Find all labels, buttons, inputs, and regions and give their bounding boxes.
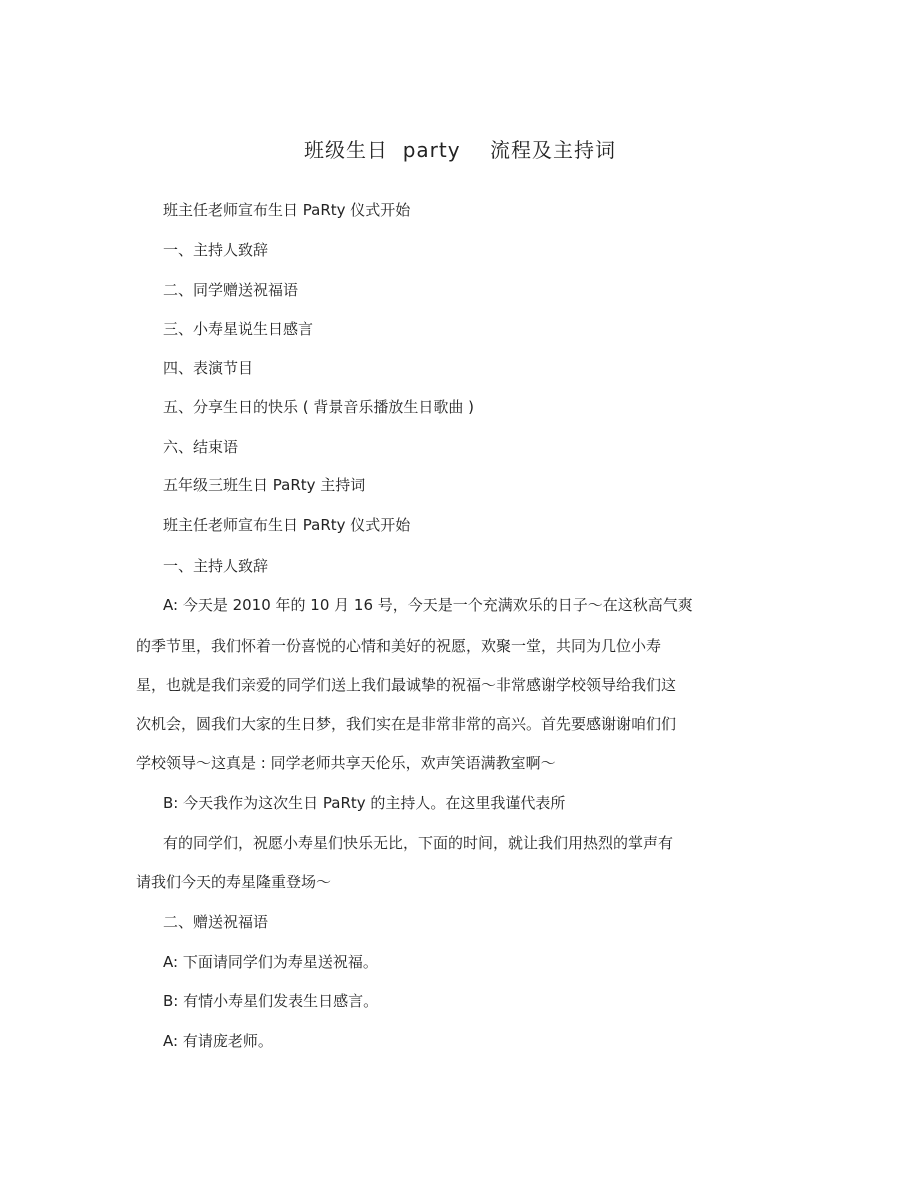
text-line: 二、赠送祝福语 xyxy=(163,913,269,931)
text-line: 五年级三班生日 PaRty 主持词 xyxy=(163,476,366,494)
text-line: 请我们今天的寿星隆重登场～ xyxy=(136,873,332,891)
text-line: 三、小寿星说生日感言 xyxy=(163,320,314,338)
text-line: 二、同学赠送祝福语 xyxy=(163,281,299,299)
text-line: 一、主持人致辞 xyxy=(163,241,269,259)
text-line: 四、表演节目 xyxy=(163,359,254,377)
text-line: A: 下面请同学们为寿星送祝福。 xyxy=(163,953,378,971)
document-title: 班级生日 party 流程及主持词 xyxy=(304,138,616,162)
text-line: 次机会，圆我们大家的生日梦，我们实在是非常非常的高兴。首先要感谢谢咱们们 xyxy=(136,715,677,733)
text-line: B: 有情小寿星们发表生日感言。 xyxy=(163,992,379,1010)
text-line: B: 今天我作为这次生日 PaRty 的主持人。在这里我谨代表所 xyxy=(163,794,566,812)
text-line: 星，也就是我们亲爱的同学们送上我们最诚挚的祝福～非常感谢学校领导给我们这 xyxy=(136,676,677,694)
text-line: A: 有请庞老师。 xyxy=(163,1032,273,1050)
text-line: 的季节里，我们怀着一份喜悦的心情和美好的祝愿，欢聚一堂，共同为几位小寿 xyxy=(136,637,662,655)
text-line: 班主任老师宣布生日 PaRty 仪式开始 xyxy=(163,201,411,219)
text-line: 六、结束语 xyxy=(163,438,239,456)
text-line: 学校领导～这真是 : 同学老师共享天伦乐，欢声笑语满教室啊～ xyxy=(136,754,556,772)
text-line: A: 今天是 2010 年的 10 月 16 号，今天是一个充满欢乐的日子～在这秋高气爽 xyxy=(163,596,693,614)
text-line: 班主任老师宣布生日 PaRty 仪式开始 xyxy=(163,516,411,534)
text-line: 五、分享生日的快乐 ( 背景音乐播放生日歌曲 ) xyxy=(163,398,475,416)
text-line: 一、主持人致辞 xyxy=(163,557,269,575)
text-line: 有的同学们，祝愿小寿星们快乐无比，下面的时间，就让我们用热烈的掌声有 xyxy=(163,834,674,852)
